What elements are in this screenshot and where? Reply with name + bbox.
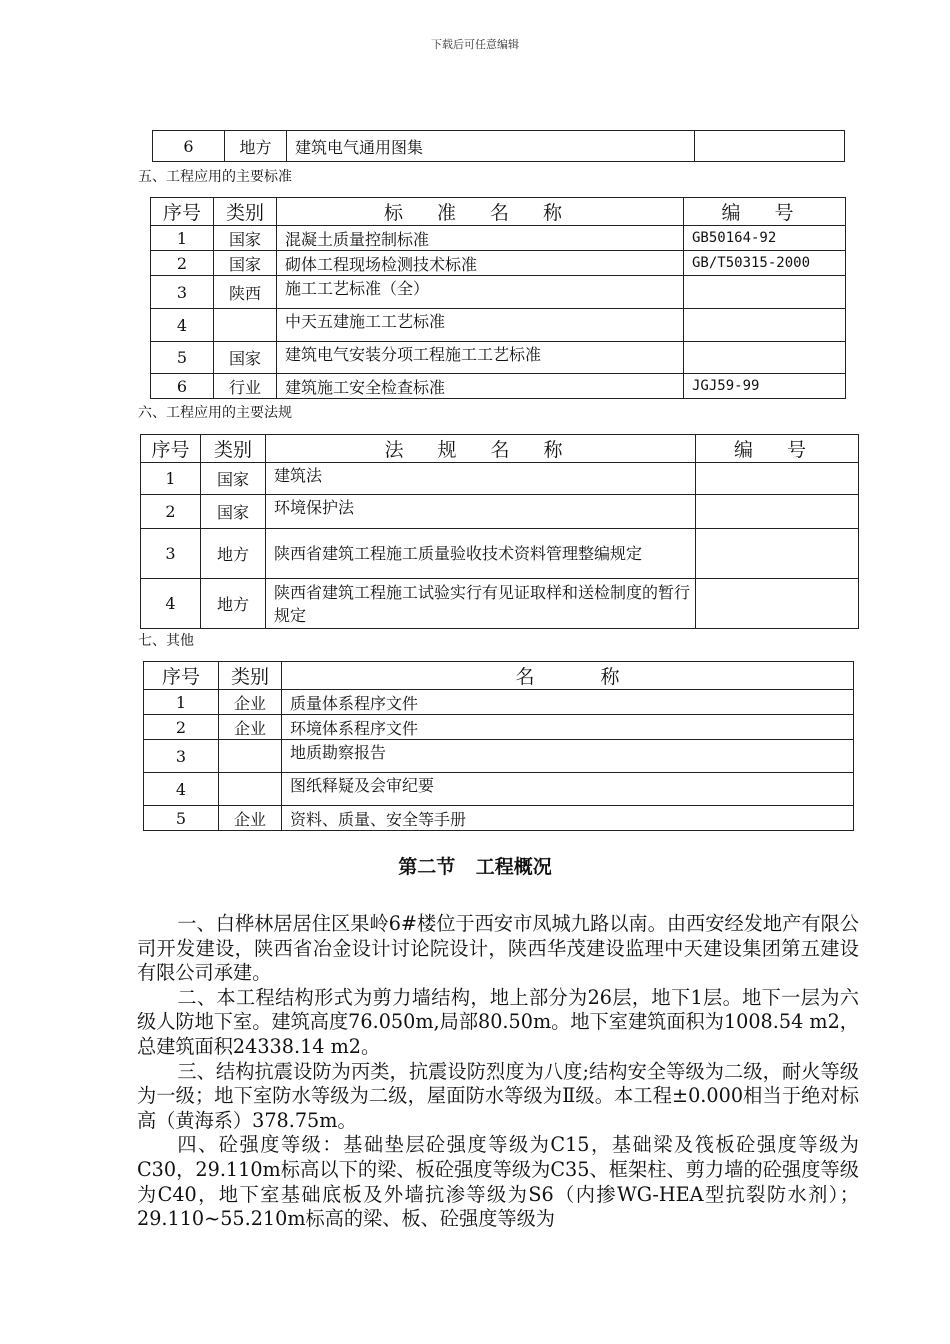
cell-category: 地方: [201, 529, 266, 579]
cell-category: [219, 773, 282, 806]
paragraph: 四、砼强度等级：基础垫层砼强度等级为C15，基础梁及筏板砼强度等级为C30，29.110m标高以下的梁、板砼强度等级为C35、框架柱、剪力墙的砼强度等级为C40，地下室基础底板及外墙抗渗等级为S6（内掺WG-HEA型抗裂防水剂）；29.110~55.210m标高的梁、板、砼强度等级为: [137, 1133, 859, 1231]
table-row: [141, 579, 859, 629]
header-no: 序号: [141, 435, 201, 463]
header-code: 编 号: [684, 198, 846, 226]
header-name: 标 准 名 称: [277, 198, 684, 226]
cell-category: 国家: [214, 251, 277, 276]
cell-name: 资料、质量、安全等手册: [282, 806, 854, 831]
section-label-standards: 五、工程应用的主要标准: [138, 169, 292, 185]
table-header-row: [151, 198, 846, 226]
table-row: [144, 773, 854, 806]
header-code: 编 号: [696, 435, 859, 463]
cell-code: [696, 579, 859, 629]
cell-category: 国家: [201, 495, 266, 529]
cell-code: [696, 495, 859, 529]
cell-no: 3: [151, 276, 214, 309]
project-overview-body: [137, 912, 859, 1232]
cell-category: 地方: [201, 579, 266, 629]
paragraph: 三、结构抗震设防为丙类，抗震设防烈度为八度;结构安全等级为二级，耐火等级为一级；地下室防水等级为二级，屋面防水等级为Ⅱ级。本工程±0.000相当于绝对标高（黄海系）378.75m。: [137, 1059, 859, 1132]
table-row: [153, 131, 845, 162]
cell-category: [214, 309, 277, 342]
cell-category: 国家: [214, 226, 277, 251]
table-header-row: [141, 435, 859, 463]
section-title: 第二节 工程概况: [398, 856, 552, 878]
cell-category: 企业: [219, 690, 282, 715]
header-category: 类别: [214, 198, 277, 226]
cell-no: 5: [151, 342, 214, 374]
drawings-table-continuation: [152, 130, 845, 162]
header-category: 类别: [219, 662, 282, 690]
cell-name: 建筑电气通用图集: [287, 131, 695, 162]
cell-category: 行业: [214, 374, 277, 399]
cell-no: 1: [144, 690, 219, 715]
cell-category: 国家: [214, 342, 277, 374]
cell-category: [219, 740, 282, 773]
table-row: [144, 715, 854, 740]
cell-name: 图纸释疑及会审纪要: [282, 773, 854, 806]
cell-name: 建筑施工安全检查标准: [277, 374, 684, 399]
cell-name: 陕西省建筑工程施工质量验收技术资料管理整编规定: [266, 529, 696, 579]
table-row: [141, 463, 859, 495]
cell-no: 2: [141, 495, 201, 529]
standards-table: [150, 197, 846, 399]
table-row: [144, 806, 854, 831]
header-name: 名 称: [282, 662, 854, 690]
cell-name: 陕西省建筑工程施工试验实行有见证取样和送检制度的暂行规定: [266, 579, 696, 629]
cell-no: 4: [151, 309, 214, 342]
cell-name: 建筑电气安装分项工程施工工艺标准: [277, 342, 684, 374]
table-row: [144, 740, 854, 773]
cell-name: 砌体工程现场检测技术标准: [277, 251, 684, 276]
regulations-table: [140, 434, 859, 629]
section-label-regulations: 六、工程应用的主要法规: [138, 405, 292, 421]
others-table: [143, 661, 854, 831]
cell-code: [695, 131, 845, 162]
cell-name: 施工工艺标准（全）: [277, 276, 684, 309]
table-row: [144, 690, 854, 715]
cell-code: GB50164-92: [684, 226, 846, 251]
table-row: [151, 251, 846, 276]
cell-code: [684, 309, 846, 342]
cell-no: 4: [141, 579, 201, 629]
cell-code: [696, 529, 859, 579]
cell-name: 环境保护法: [266, 495, 696, 529]
header-category: 类别: [201, 435, 266, 463]
cell-no: 2: [151, 251, 214, 276]
cell-no: 1: [151, 226, 214, 251]
table-row: [151, 342, 846, 374]
cell-no: 5: [144, 806, 219, 831]
table-row: [151, 374, 846, 399]
cell-name: 中天五建施工工艺标准: [277, 309, 684, 342]
section-label-others: 七、其他: [138, 633, 194, 649]
paragraph: 二、本工程结构形式为剪力墙结构，地上部分为26层，地下1层。地下一层为六级人防地下室。建筑高度76.050m,局部80.50m。地下室建筑面积为1008.54 m2，总建筑面积24338.14 m2。: [137, 985, 859, 1058]
cell-code: [696, 463, 859, 495]
cell-no: 2: [144, 715, 219, 740]
cell-category: 企业: [219, 715, 282, 740]
paragraph: 一、白桦林居居住区果岭6#楼位于西安市凤城九路以南。由西安经发地产有限公司开发建设，陕西省冶金设计讨论院设计，陕西华茂建设监理中天建设集团第五建设有限公司承建。: [137, 912, 859, 985]
cell-category: 地方: [225, 131, 287, 162]
cell-no: 6: [151, 374, 214, 399]
table-row: [151, 226, 846, 251]
cell-category: 陕西: [214, 276, 277, 309]
table-row: [141, 529, 859, 579]
cell-name: 建筑法: [266, 463, 696, 495]
table-row: [141, 495, 859, 529]
cell-no: 6: [153, 131, 225, 162]
cell-no: 3: [144, 740, 219, 773]
page-header: 下载后可任意编辑: [431, 38, 519, 51]
cell-name: 地质勘察报告: [282, 740, 854, 773]
cell-no: 1: [141, 463, 201, 495]
cell-code: GB/T50315-2000: [684, 251, 846, 276]
cell-no: 3: [141, 529, 201, 579]
cell-code: JGJ59-99: [684, 374, 846, 399]
cell-code: [684, 342, 846, 374]
cell-name: 质量体系程序文件: [282, 690, 854, 715]
cell-category: 国家: [201, 463, 266, 495]
cell-no: 4: [144, 773, 219, 806]
cell-category: 企业: [219, 806, 282, 831]
table-row: [151, 309, 846, 342]
cell-name: 环境体系程序文件: [282, 715, 854, 740]
table-header-row: [144, 662, 854, 690]
table-row: [151, 276, 846, 309]
header-no: 序号: [151, 198, 214, 226]
header-no: 序号: [144, 662, 219, 690]
cell-code: [684, 276, 846, 309]
header-name: 法 规 名 称: [266, 435, 696, 463]
cell-name: 混凝土质量控制标准: [277, 226, 684, 251]
